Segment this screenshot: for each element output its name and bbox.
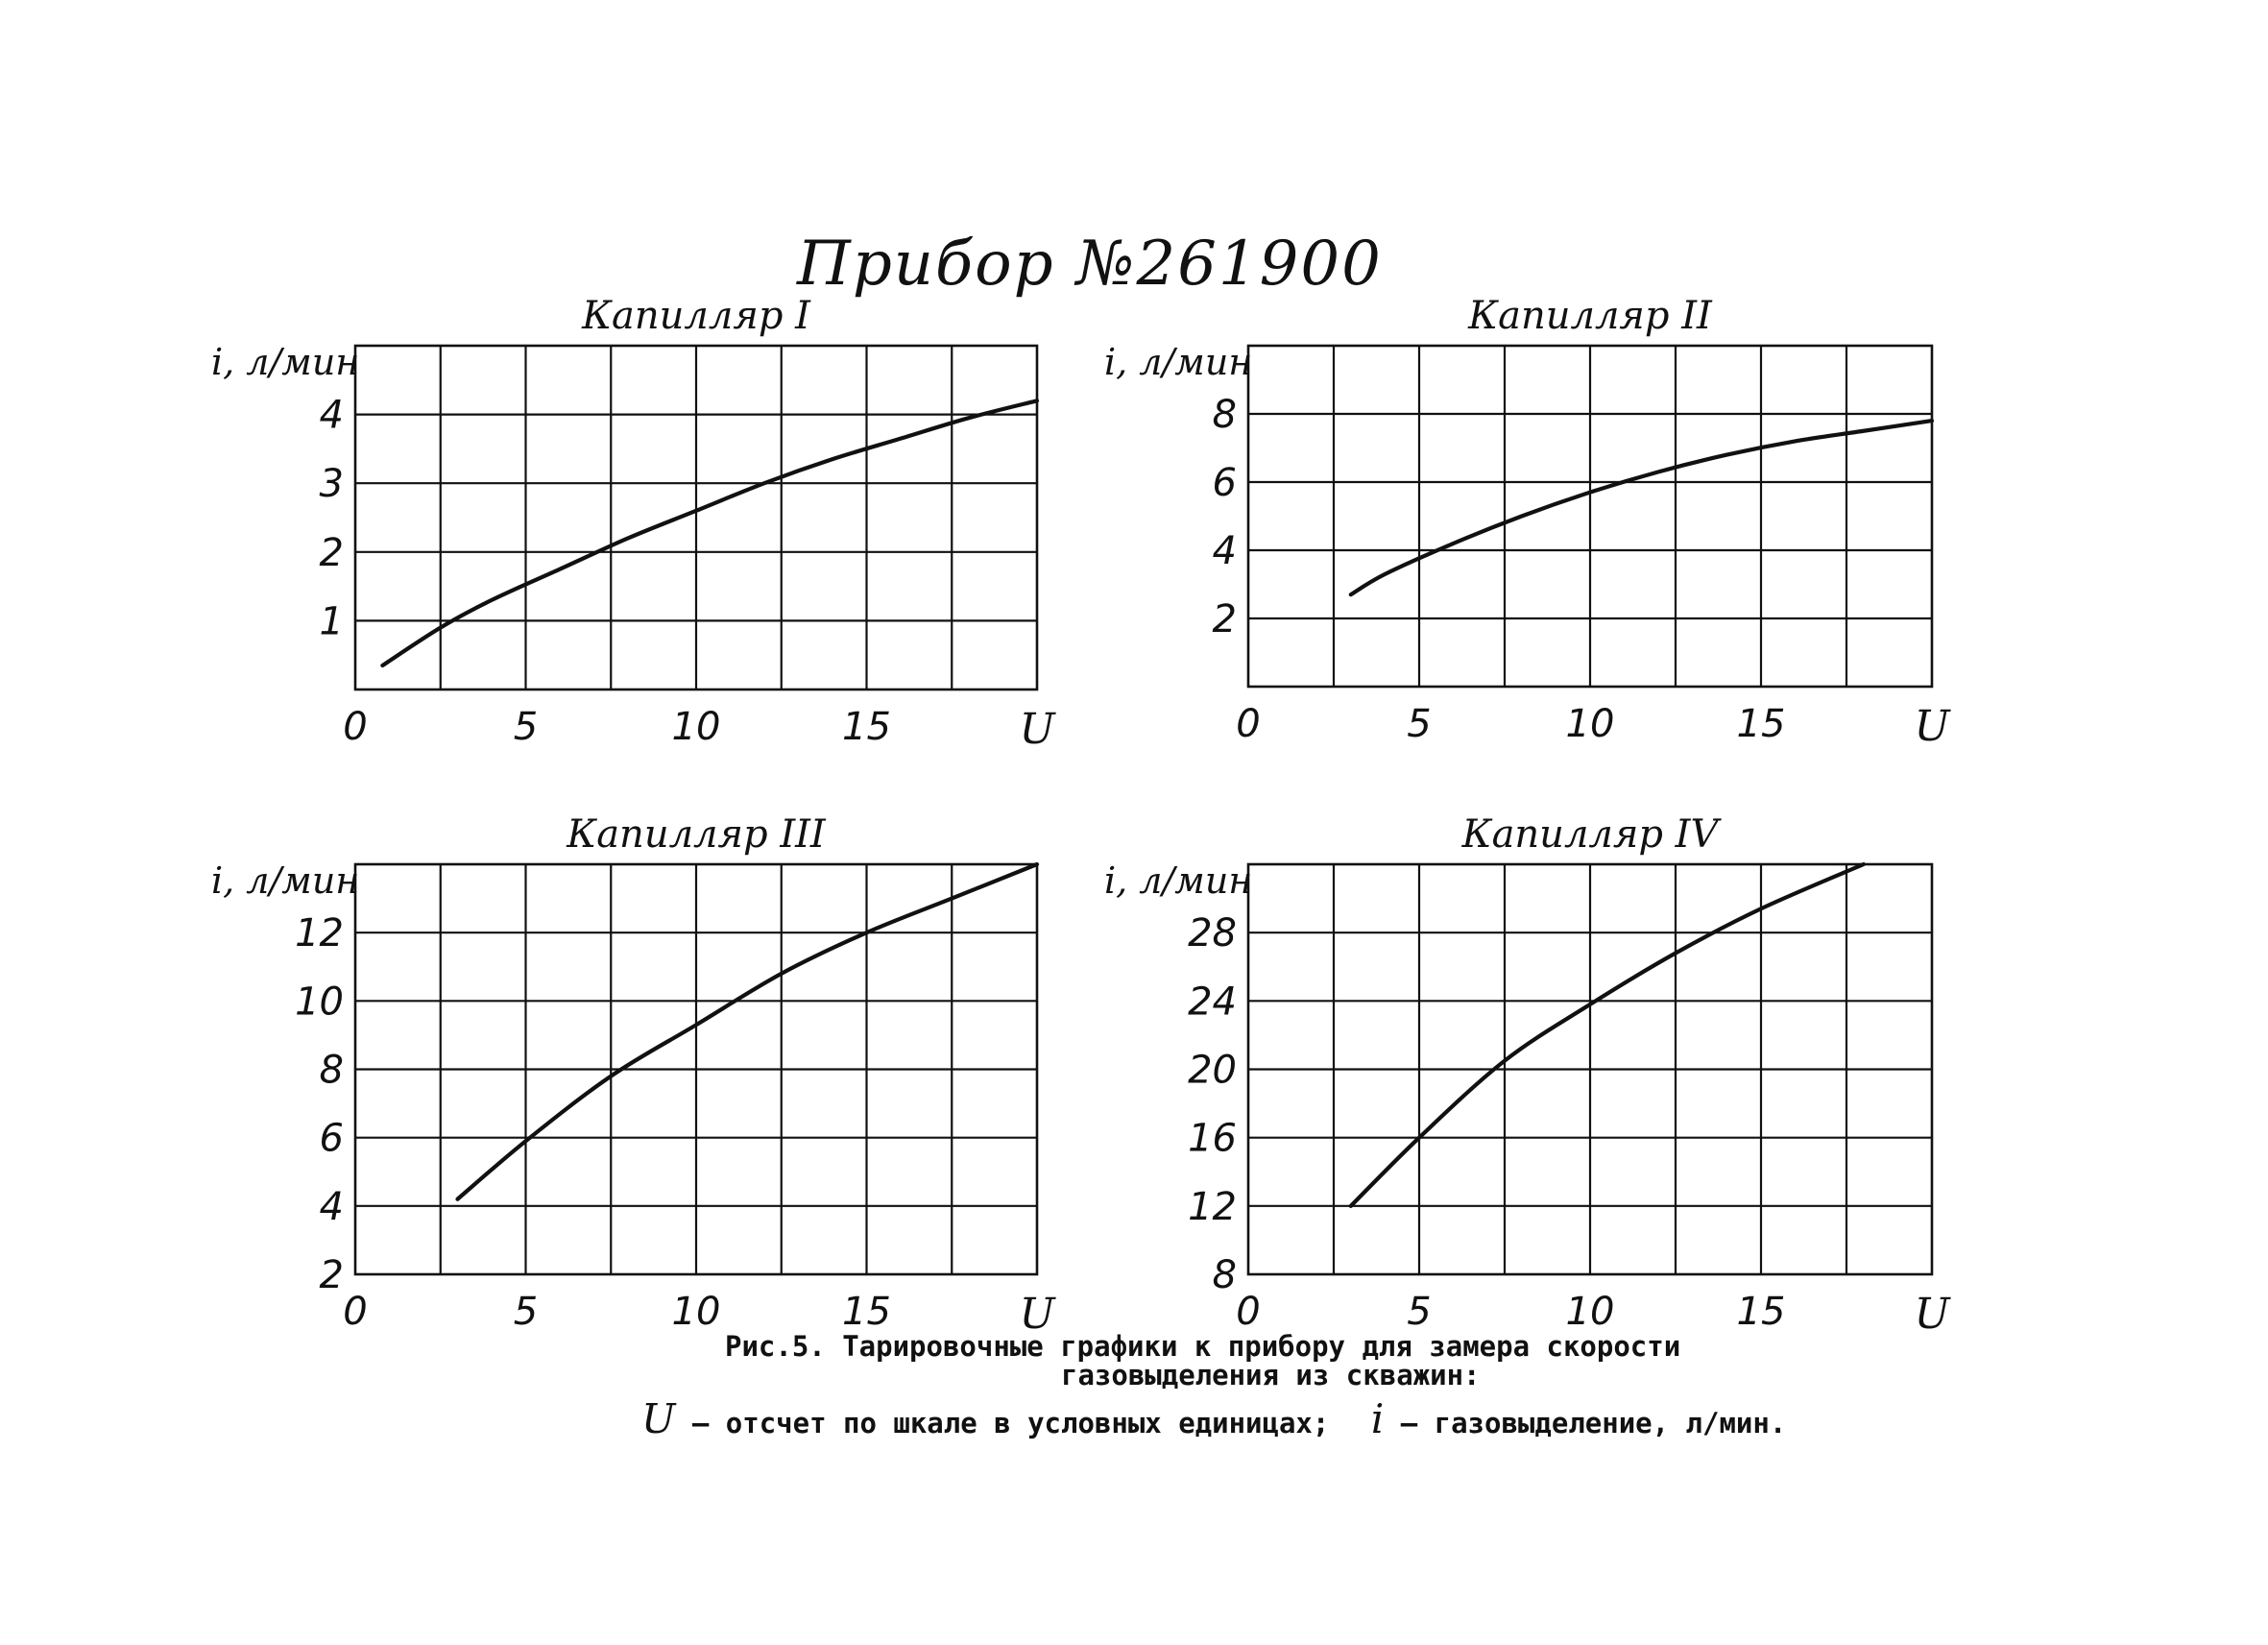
- y-tick-label: 20: [1188, 1048, 1237, 1093]
- y-tick-label: 3: [319, 462, 344, 507]
- x-tick-label: 0: [1236, 1290, 1261, 1334]
- y-tick-label: 2: [319, 1253, 344, 1297]
- y-axis-label: i, л/мин: [211, 341, 360, 383]
- chart-svg: [1104, 293, 2170, 751]
- chart-title: Капилляр III: [567, 812, 826, 857]
- chart-svg: [1104, 811, 2170, 1339]
- x-tick-label: 10: [1565, 1290, 1615, 1334]
- y-tick-label: 12: [295, 911, 344, 956]
- caption-symbol-u: U: [641, 1395, 676, 1442]
- y-tick-label: 6: [1212, 461, 1237, 505]
- x-tick-label: 15: [842, 1290, 891, 1334]
- y-axis-label: i, л/мин: [211, 859, 360, 902]
- x-tick-label: 5: [1407, 702, 1432, 746]
- y-tick-label: 6: [319, 1116, 344, 1161]
- figure-caption-line-2: газовыделения из скважин:: [1061, 1359, 1481, 1391]
- y-tick-label: 24: [1188, 980, 1237, 1025]
- calibration-curve: [382, 400, 1037, 665]
- y-axis-label: i, л/мин: [1104, 341, 1253, 383]
- y-tick-label: 16: [1188, 1116, 1237, 1161]
- x-tick-label: 15: [1736, 702, 1786, 746]
- x-tick-label: 10: [1565, 702, 1615, 746]
- x-tick-label: 0: [343, 705, 368, 749]
- x-tick-label: 10: [671, 705, 721, 749]
- chart-title: Капилляр II: [1468, 294, 1712, 338]
- y-tick-label: 28: [1188, 911, 1237, 956]
- y-tick-label: 10: [295, 980, 344, 1025]
- caption-u-definition: – отсчет по шкале в условных единицах;: [691, 1407, 1330, 1439]
- figure-caption-line-1: Рис.5. Тарировочные графики к прибору для замера скорости: [725, 1330, 1681, 1363]
- calibration-curve: [1351, 421, 1932, 594]
- x-tick-label: 5: [513, 1290, 539, 1334]
- x-tick-label: 5: [1407, 1290, 1432, 1334]
- chart-panel-capillary-4: [1104, 811, 2170, 1339]
- calibration-curve: [1351, 864, 1864, 1206]
- chart-title: Капилляр I: [582, 294, 810, 338]
- y-tick-label: 2: [319, 530, 344, 575]
- calibration-curve: [458, 864, 1038, 1199]
- figure-caption-line-3: [641, 1395, 1786, 1442]
- y-tick-label: 4: [319, 393, 344, 438]
- y-tick-label: 8: [1212, 1253, 1237, 1297]
- y-tick-label: 2: [1212, 597, 1237, 641]
- y-tick-label: 1: [319, 599, 344, 644]
- y-tick-label: 4: [319, 1184, 344, 1229]
- x-axis-label: U: [1019, 1290, 1055, 1339]
- x-tick-label: 5: [513, 705, 539, 749]
- x-tick-label: 15: [842, 705, 891, 749]
- y-tick-label: 4: [1212, 529, 1237, 573]
- x-axis-label: U: [1914, 702, 1950, 751]
- x-axis-label: U: [1914, 1290, 1950, 1339]
- x-tick-label: 0: [1236, 702, 1261, 746]
- x-axis-label: U: [1019, 705, 1055, 754]
- figure-title: Прибор №261900: [797, 229, 1383, 300]
- y-tick-label: 8: [1212, 393, 1237, 437]
- caption-symbol-i: i: [1370, 1395, 1385, 1442]
- caption-i-definition: – газовыделение, л/мин.: [1400, 1407, 1787, 1439]
- y-tick-label: 12: [1188, 1184, 1237, 1229]
- y-axis-label: i, л/мин: [1104, 859, 1253, 902]
- chart-title: Капилляр IV: [1461, 812, 1719, 857]
- x-tick-label: 10: [671, 1290, 721, 1334]
- y-tick-label: 8: [319, 1048, 344, 1093]
- chart-panel-capillary-2: [1104, 293, 2170, 751]
- x-tick-label: 0: [343, 1290, 368, 1334]
- x-tick-label: 15: [1736, 1290, 1786, 1334]
